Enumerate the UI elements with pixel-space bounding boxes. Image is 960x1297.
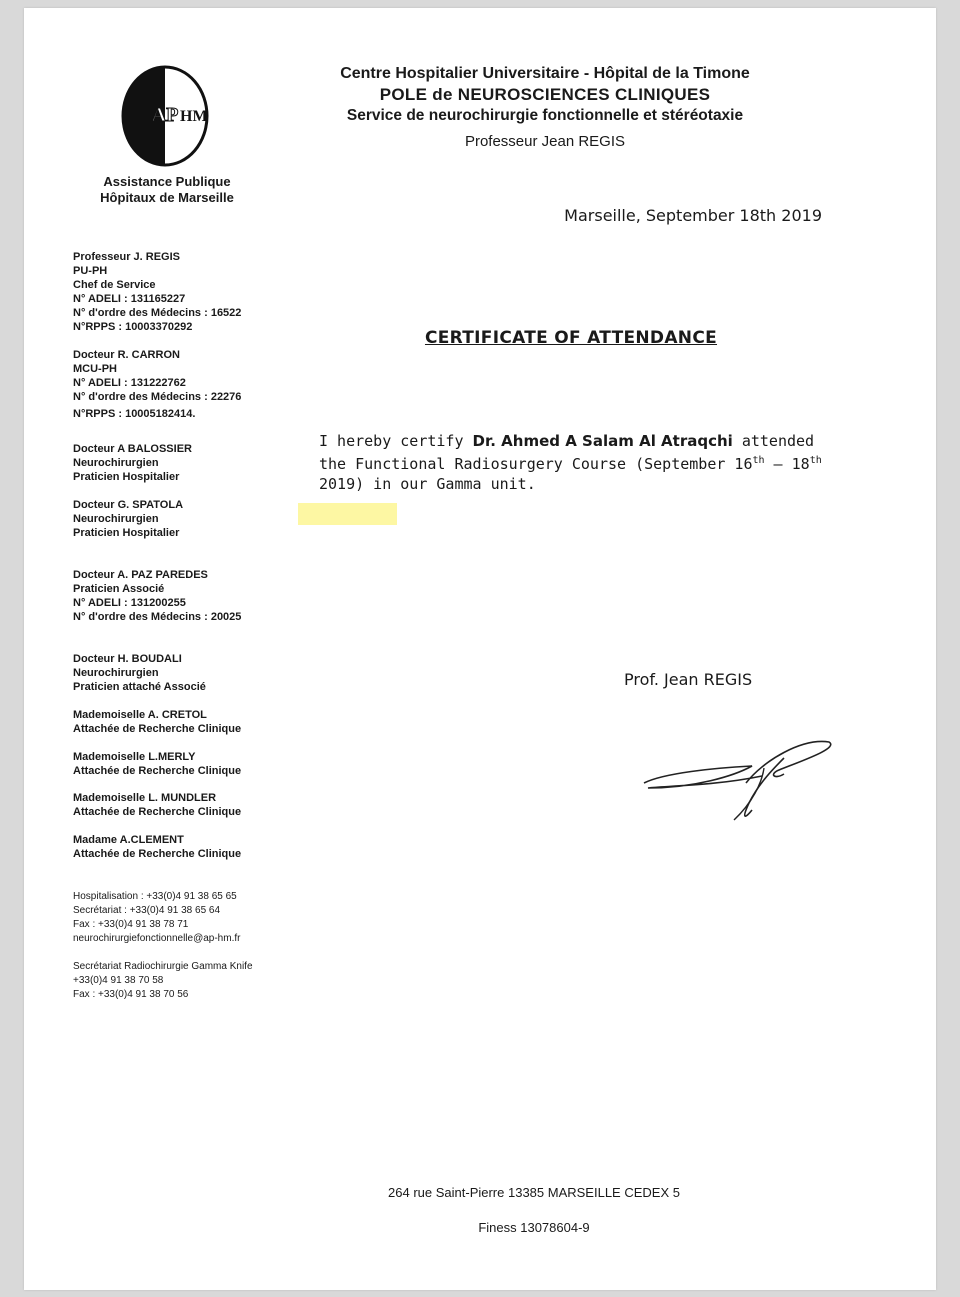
staff-line: Chef de Service xyxy=(73,279,156,291)
staff-line: N° d'ordre des Médecins : 20025 xyxy=(73,611,242,623)
staff-entry xyxy=(73,348,313,421)
staff-line: Praticien Associé xyxy=(73,583,165,595)
body-text-start: I hereby certify xyxy=(319,432,473,450)
staff-line: Docteur A. PAZ PAREDES xyxy=(73,569,208,581)
contact-line: +33(0)4 91 38 70 58 xyxy=(73,975,164,986)
staff-entry xyxy=(73,833,313,861)
aphm-logo xyxy=(120,64,210,168)
staff-line: Professeur J. REGIS xyxy=(73,251,180,263)
contact-line: Hospitalisation : +33(0)4 91 38 65 65 xyxy=(73,891,237,902)
email-link[interactable]: neurochirurgiefonctionnelle@ap-hm.fr xyxy=(73,933,241,944)
certificate-body xyxy=(319,431,831,494)
staff-entry xyxy=(73,652,313,694)
staff-entry xyxy=(73,708,313,736)
logo-caption xyxy=(82,174,252,206)
staff-line: Attachée de Recherche Clinique xyxy=(73,806,242,818)
staff-line: Docteur R. CARRON xyxy=(73,349,180,361)
staff-line: Docteur H. BOUDALI xyxy=(73,653,182,665)
footer-finess: Finess 13078604-9 xyxy=(478,1220,590,1235)
signatory-name: Prof. Jean REGIS xyxy=(624,670,753,689)
header-line-service: Service de neurochirurgie fonctionnelle et stéréotaxie xyxy=(346,107,744,124)
staff-line: Madame A.CLEMENT xyxy=(73,834,184,846)
yellow-highlight xyxy=(298,503,397,525)
body-text-end: 2019) in our Gamma unit. xyxy=(319,475,536,493)
staff-line: N° ADELI : 131222762 xyxy=(73,377,186,389)
ordinal-suffix: th xyxy=(752,455,765,466)
svg-text:HM: HM xyxy=(180,108,208,125)
logo-caption-line2: Hôpitaux de Marseille xyxy=(100,190,234,205)
staff-line: Docteur A BALOSSIER xyxy=(73,443,192,455)
staff-line: Docteur G. SPATOLA xyxy=(73,499,184,511)
header-line-hospital: Centre Hospitalier Universitaire - Hôpital de la Timone xyxy=(340,65,750,82)
handwritten-signature xyxy=(634,728,834,828)
staff-line: Attachée de Recherche Clinique xyxy=(73,848,242,860)
header-line-professor: Professeur Jean REGIS xyxy=(464,133,626,150)
contact-line: Fax : +33(0)4 91 38 78 71 xyxy=(73,919,189,930)
staff-entry xyxy=(73,442,313,484)
staff-line: MCU-PH xyxy=(73,363,117,375)
staff-line: Neurochirurgien xyxy=(73,457,159,469)
letter-date: Marseille, September 18th 2019 xyxy=(564,206,822,225)
staff-line: N° ADELI : 131165227 xyxy=(73,293,186,305)
staff-line: Mademoiselle L. MUNDLER xyxy=(73,792,217,804)
staff-line: Praticien attaché Associé xyxy=(73,681,206,693)
staff-line: Neurochirurgien xyxy=(73,667,159,679)
attendee-name: Dr. Ahmed A Salam Al Atraqchi xyxy=(472,432,733,450)
contact-line: Fax : +33(0)4 91 38 70 56 xyxy=(73,989,189,1000)
letterhead xyxy=(300,64,790,153)
staff-line: N°RPPS : 10005182414. xyxy=(73,408,196,420)
staff-entry xyxy=(73,498,313,540)
staff-line: PU-PH xyxy=(73,265,108,277)
staff-line: Mademoiselle A. CRETOL xyxy=(73,709,207,721)
header-line-pole: POLE de NEUROSCIENCES CLINIQUES xyxy=(379,85,711,104)
body-text-range: – 18 xyxy=(764,455,810,473)
certificate-title: CERTIFICATE OF ATTENDANCE xyxy=(424,328,718,348)
staff-line: N°RPPS : 10003370292 xyxy=(73,321,193,333)
staff-line: Praticien Hospitalier xyxy=(73,471,180,483)
contact-line: Secrétariat Radiochirurgie Gamma Knife xyxy=(73,961,253,972)
staff-line: Attachée de Recherche Clinique xyxy=(73,723,242,735)
logo-caption-line1: Assistance Publique xyxy=(103,174,231,189)
document-page xyxy=(24,8,936,1290)
contact-block-gamma-knife xyxy=(73,960,313,1002)
ordinal-suffix: th xyxy=(809,455,822,466)
svg-text:AP: AP xyxy=(151,104,179,126)
staff-line: Neurochirurgien xyxy=(73,513,159,525)
staff-line: N° d'ordre des Médecins : 22276 xyxy=(73,391,242,403)
contact-line: Secrétariat : +33(0)4 91 38 65 64 xyxy=(73,905,221,916)
staff-line: N° ADELI : 131200255 xyxy=(73,597,186,609)
staff-entry xyxy=(73,568,313,624)
staff-entry xyxy=(73,791,313,819)
staff-line: Mademoiselle L.MERLY xyxy=(73,751,196,763)
body-text-course: attended the Functional Radiosurgery Course (September 16 xyxy=(319,432,815,473)
staff-line: N° d'ordre des Médecins : 16522 xyxy=(73,307,242,319)
footer-address: 264 rue Saint-Pierre 13385 MARSEILLE CEDEX 5 xyxy=(388,1185,680,1200)
staff-line: Praticien Hospitalier xyxy=(73,527,180,539)
staff-line: Attachée de Recherche Clinique xyxy=(73,765,242,777)
staff-entry xyxy=(73,250,313,334)
contact-block-service xyxy=(73,890,313,946)
staff-entry xyxy=(73,750,313,778)
